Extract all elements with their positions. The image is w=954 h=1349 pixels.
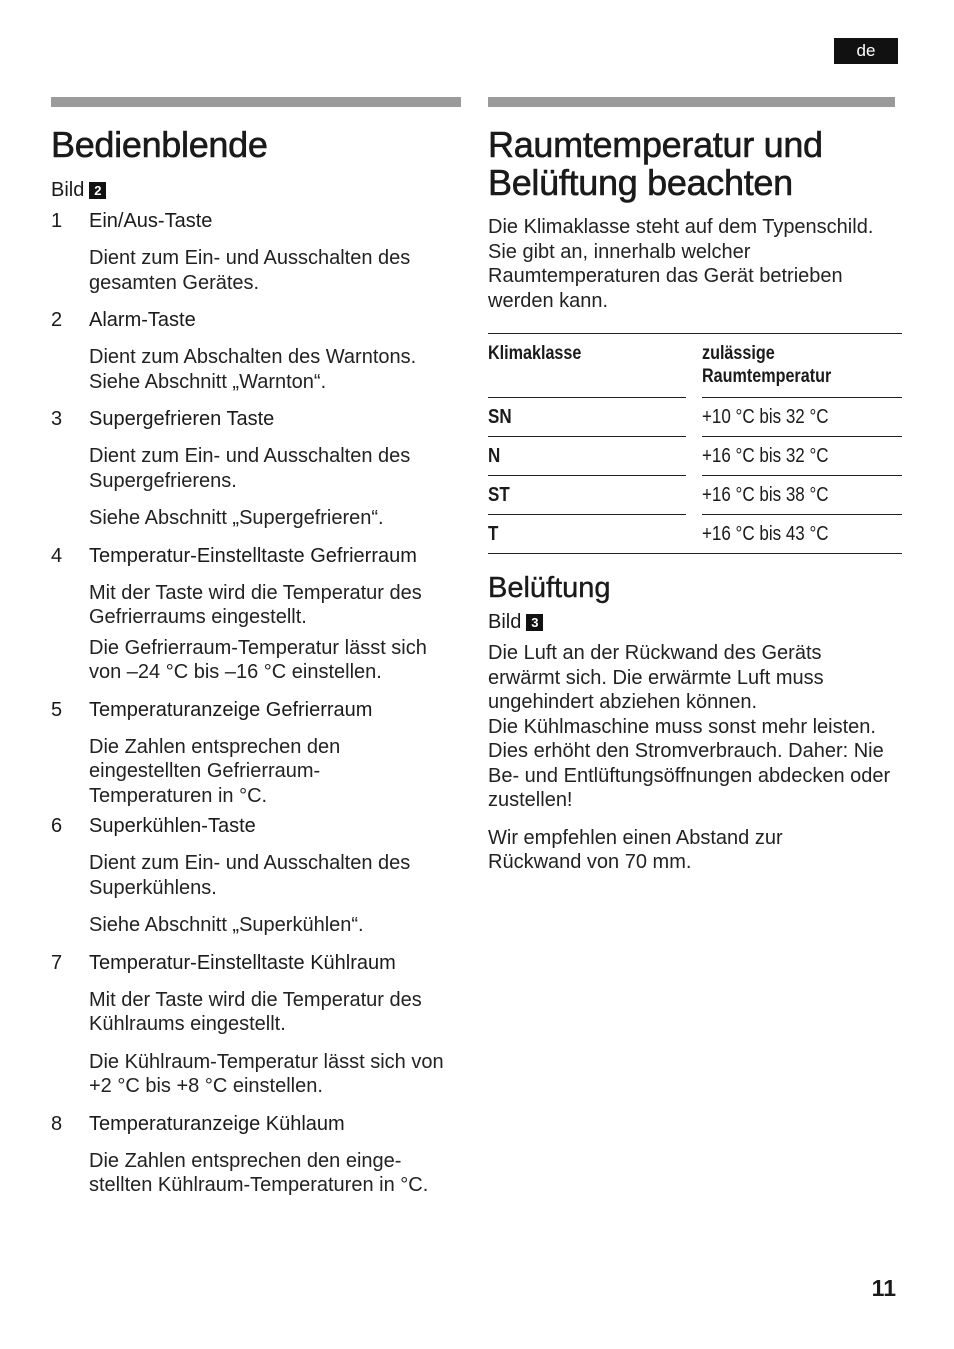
figure-number: 2 <box>89 182 106 199</box>
intro-text: Die Klimaklasse steht auf dem Typenschild. Sie gibt an, innerhalb welcher Raumtemperaturen das Gerät betrieben werden kann. <box>488 216 874 312</box>
temperature-cell <box>702 515 902 554</box>
climate-class-cell <box>488 398 686 437</box>
column-header: Klimaklasse <box>488 334 656 398</box>
figure-reference <box>51 178 461 202</box>
section-rule <box>488 97 895 107</box>
table-row <box>488 398 902 437</box>
item-title: Temperatur-Einstelltaste Kühlraum <box>89 951 396 974</box>
temperature-cell <box>702 398 902 437</box>
header-gap <box>686 334 700 398</box>
list-item <box>51 308 461 394</box>
item-number: 1 <box>51 210 63 232</box>
temperature-range: +16 °C bis 38 °C <box>702 484 829 506</box>
item-text: Siehe Abschnitt „Superkühlen“. <box>89 914 364 936</box>
item-title: Ein/Aus-Taste <box>89 210 213 232</box>
temperature-range: +16 °C bis 32 °C <box>702 445 829 467</box>
page-number: 11 <box>871 1275 896 1301</box>
climate-class: SN <box>488 406 512 428</box>
item-title: Supergefrieren Taste <box>89 408 275 430</box>
subsection-title: Belüftung <box>488 572 611 604</box>
item-title: Temperaturanzeige Gefrierraum <box>89 698 373 721</box>
climate-class-cell <box>488 476 686 515</box>
item-number: 2 <box>51 309 63 331</box>
cell-gap <box>686 398 702 437</box>
section-title: Bedienblende <box>51 124 268 165</box>
cell-gap <box>686 515 702 554</box>
paragraph: Wir empfehlen einen Abstand zur Rückwand von 70 mm. <box>488 826 783 873</box>
list-item <box>51 698 461 809</box>
climate-class: ST <box>488 484 510 506</box>
control-panel-section <box>51 97 461 1198</box>
title-line: Raumtemperatur und <box>488 124 823 165</box>
item-text: Dient zum Ein- und Ausschalten des gesamten Gerätes. <box>89 247 411 294</box>
temperature-cell <box>702 476 902 515</box>
figure-label: Bild <box>488 611 522 633</box>
item-number: 3 <box>51 408 63 430</box>
temperature-cell <box>702 437 902 476</box>
title-line: Belüftung beachten <box>488 162 793 203</box>
item-number: 7 <box>51 951 63 974</box>
paragraph: Die Luft an der Rückwand des Geräts erwärmt sich. Die erwärmte Luft muss ungehindert abziehen können. <box>488 642 824 713</box>
paragraph: Die Kühlmaschine muss sonst mehr leisten. Dies erhöht den Stromverbrauch. Daher: Nie Be- und Entlüftungsöffnungen abdecken oder zustellen! <box>488 715 891 811</box>
item-number: 8 <box>51 1112 63 1135</box>
figure-label: Bild <box>51 179 85 201</box>
header-line: zulässige <box>702 343 775 364</box>
climate-class: N <box>488 445 501 467</box>
item-text: Dient zum Ein- und Ausschalten des Supergefrierens. <box>89 445 411 492</box>
climate-class: T <box>488 523 499 545</box>
item-title: Alarm-Taste <box>89 309 196 331</box>
list-item <box>51 544 461 685</box>
item-text: Mit der Taste wird die Temperatur des Gefrierraums eingestellt. <box>89 581 422 628</box>
item-text: Die Kühlraum-Temperatur lässt sich von +2 °C bis +8 °C einstellen. <box>89 1050 444 1097</box>
table-row <box>488 476 902 515</box>
header-line: Raumtemperatur <box>702 366 832 387</box>
ventilation-section <box>488 572 898 875</box>
item-text: Dient zum Ein- und Ausschalten des Superkühlens. <box>89 852 411 899</box>
list-item <box>51 1112 461 1198</box>
item-title: Temperaturanzeige Kühlaum <box>89 1112 345 1135</box>
item-number: 4 <box>51 544 63 567</box>
list-item <box>51 407 461 531</box>
item-title: Superkühlen-Taste <box>89 815 256 837</box>
item-text: Die Zahlen entsprechen den einge-stellten Kühlraum-Temperaturen in °C. <box>89 1149 429 1196</box>
item-number: 5 <box>51 698 63 721</box>
item-text: Mit der Taste wird die Temperatur des Kühlraums eingestellt. <box>89 988 422 1035</box>
item-text: Die Gefrierraum-Temperatur lässt sich von –24 °C bis –16 °C einstellen. <box>89 636 427 683</box>
table-header-row <box>488 334 902 398</box>
section-title <box>488 126 902 202</box>
item-text: Siehe Abschnitt „Supergefrieren“. <box>89 507 384 529</box>
list-item <box>51 951 461 1099</box>
figure-number: 3 <box>526 614 543 631</box>
climate-class-table <box>488 333 902 554</box>
list-item <box>51 814 461 938</box>
cell-gap <box>686 476 702 515</box>
list-item <box>51 209 461 295</box>
item-text: Dient zum Abschalten des Warntons. Siehe Abschnitt „Warnton“. <box>89 346 417 393</box>
climate-class-cell <box>488 515 686 554</box>
climate-class-cell <box>488 437 686 476</box>
item-text: Die Zahlen entsprechen den eingestellten Gefrierraum-Temperaturen in °C. <box>89 735 341 807</box>
cell-gap <box>686 437 702 476</box>
table-row <box>488 515 902 554</box>
column-header <box>702 334 872 398</box>
section-rule <box>51 97 461 107</box>
temperature-range: +10 °C bis 32 °C <box>702 406 829 428</box>
room-temperature-section <box>488 97 902 873</box>
temperature-range: +16 °C bis 43 °C <box>702 523 829 545</box>
language-badge: de <box>834 38 898 64</box>
item-number: 6 <box>51 815 63 837</box>
table-row <box>488 437 902 476</box>
item-title: Temperatur-Einstelltaste Gefrierraum <box>89 544 417 567</box>
figure-reference <box>488 610 898 634</box>
